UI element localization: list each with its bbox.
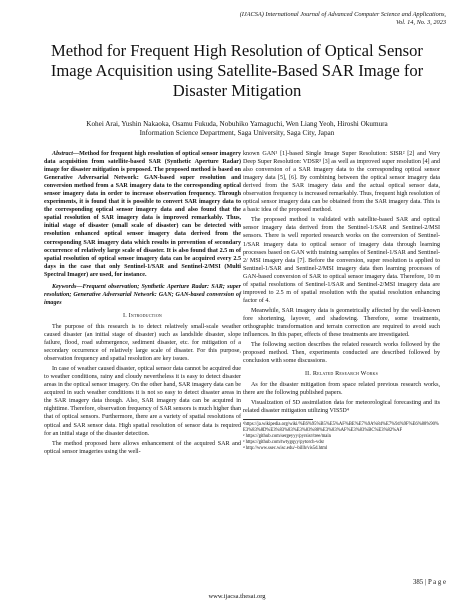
footnote-2: ² https://github.com/sergeyyy/pyrsisr/tree/main [243,434,332,440]
footnote-4: ⁴ http://www.ssec.wisc.edu/~billh/vis5d.html [243,446,328,452]
affiliation: Information Science Department, Saga University, Saga City, Japan [139,129,335,137]
intro-paragraph-1: The purpose of this research is to detect relatively small-scale weather caused disaster (an initial stage of disaster) such as landslide disaster, slope failure, flood, road submergence, sediment disaster, etc. for mitigation of a secondary occurrence of relatively large scale of disaster. For this purpose, observation frequency and spatial resolution are key issues. [44,323,241,363]
intro-paragraph-3: The method proposed here allows enhancement of the acquired SAR and optical sensor imageries using the well- [44,440,241,455]
footnote-1: ¹https://ja.wikipedia.org/wiki/%E6%95%B5%E5%AF%BE%E7%9A%84%E7%94%9F%E6%88%90%E3%83%8D%E3%83%83%E3%83%88%E3%83%AF%E3%83%BC%E3%82%AF [243,422,439,434]
keywords [44,283,241,307]
keywords-text: —Frequent observation; Synthetic Aperture Radar: SAR; super resolution; Generative Adversarial Network: GAN; GAN-based conversion of images [44,283,241,306]
intro-paragraph-4: The proposed method is validated with satellite-based SAR and optical sensor imagery data derived from the Sentinel-1/SAR and Sentinel-2/MSI sensors. There is well reported research works on the conversion of Sentinel-1/SAR imagery data to optical sensor of imagery data through learning processes based on GAN with training samples of Sentinel-1/SAR and Sentinel-2/ MSI imagery data [7]. Before the conversion, super resolution is applied to Sentinel-1/SAR and Sentinel-2/MSI imagery data then learning processes of GAN-based conversion of SAR to optical sensor imagery data. Therefore, 10 m of spatial resolutions of Sentinel-1/SAR and Sentinel-2/MSI imagery data are improved to 2.5 m of spatial resolution with the spatial resolution enhancing factor of 4. [243,217,440,304]
intro-paragraph-6: The following section describes the related research works followed by the proposed method. Then, experiments conducted are described followed by conclusion with some discussions. [243,342,440,365]
related-paragraph-2: Visualization of 5D assimilation data for meteorological forecasting and its related disaster mitigation utilizing VIS5D⁴ [243,400,440,415]
author-list: Kohei Arai, Yushin Nakaoka, Osamu Fukuda, Nobuhiko Yamaguchi, Wen Liang Yeoh, Hiroshi Okumura [86,120,388,128]
journal-url: www.ijacsa.thesai.org [208,593,266,600]
page-number: 385 | P a g e [412,579,446,586]
abstract [44,150,241,279]
journal-header [146,11,446,27]
intro-paragraph-3-continued: known GAN¹ [1]-based Single Image Super Resolution: SISR² [2] and Very Deep Super Resolution: VDSR³ [3] as well as improved super resolution [4] and also conversion of a SAR imagery data to the corresponding optical sensor imagery data [5], [6]. By combining between the optical sensor imagery data derived from the SAR imagery data and the actual optical sensor data, observation frequency is increased remarkably. Thus, frequent high resolution of optical sensor imagery data can be obtained from the SAR imagery data. This is a basic idea of the proposed method. [243,151,440,214]
left-column [44,150,241,458]
related-paragraph-1: As for the disaster mitigation from space related previous research works, there are the following published papers. [243,382,440,397]
section-heading-introduction: I. Introduction [123,312,162,319]
right-column [243,150,440,452]
abstract-text: —Method for frequent high resolution of optical sensor imagery data acquisition from satellite-based SAR (Synthetic Aperture Radar) image for disaster mitigation is proposed. The proposed method is based on Generative Adversarial Network: GAN-based super resolution and conversion method from a SAR imagery data to the corresponding optical sensor imagery data in order to increase observation frequency. Through experiments, it is found that it is possible to convert SAR imagery data to the corresponding optical sensor imagery data and also found that the spatial resolution of SAR imagery data is improved remarkably. Thus, initial stage of disaster (small scale of disaster) can be detected with resolution enhanced optical sensor imagery data derived from the corresponding SAR imagery data which results in prevention of secondary occurrence of relatively large scale of disaster. It is also found that 2.5 m of spatial resolution of optical sensor imagery data can be acquired every 2.5 days in the case that only Sentinel-1/SAR and Sentinel-2/MSI (Multi Spectral Imager) are used, for instance. [44,151,241,278]
journal-name: (IJACSA) International Journal of Advanced Computer Science and Applications, [239,11,446,18]
footnote-divider [243,419,313,420]
author-block [30,120,444,138]
section-heading-related-works: II. Related Research Works [304,371,379,378]
intro-paragraph-2: In case of weather caused disaster, optical sensor data cannot be acquired due to weather conditions, rainy and cloudy nevertheless it is easy to detect disaster areas in the optical sensor imagery. On the other hand, SAR imagery data can be acquired in such weather conditions it is not so easy to detect disaster areas in the SAR imagery data though. Also, SAR imagery data can be acquired in nighttime. Therefore, observation frequency of SAR sensors is much higher than that of optical sensors. Furthermore, there are a variety of spatial resolutions of optical and SAR sensor data. High spatial resolution of sensor data is required for an initial stage of the disaster detection. [44,366,241,437]
journal-volume: Vol. 14, No. 3, 2023 [395,19,446,26]
paper-title: Method for Frequent High Resolution of Optical Sensor Image Acquisition using Satellite-Based SAR Image for Disaster Mitigation [50,41,424,100]
keywords-label: Keywords [52,283,77,290]
footnote-3: ³ https://github.com/twtygqyy/pytorch-vdsr [243,440,325,446]
abstract-label: Abstract [52,151,73,157]
intro-paragraph-5: Meanwhile, SAR imagery data is geometrically affected by the well-known fore shortening, layover, and shadowing. Therefore, some treatments, orthographic transformation and terrain correction are required to avoid such influences. In this paper, effects of these treatments are investigated. [243,307,440,339]
